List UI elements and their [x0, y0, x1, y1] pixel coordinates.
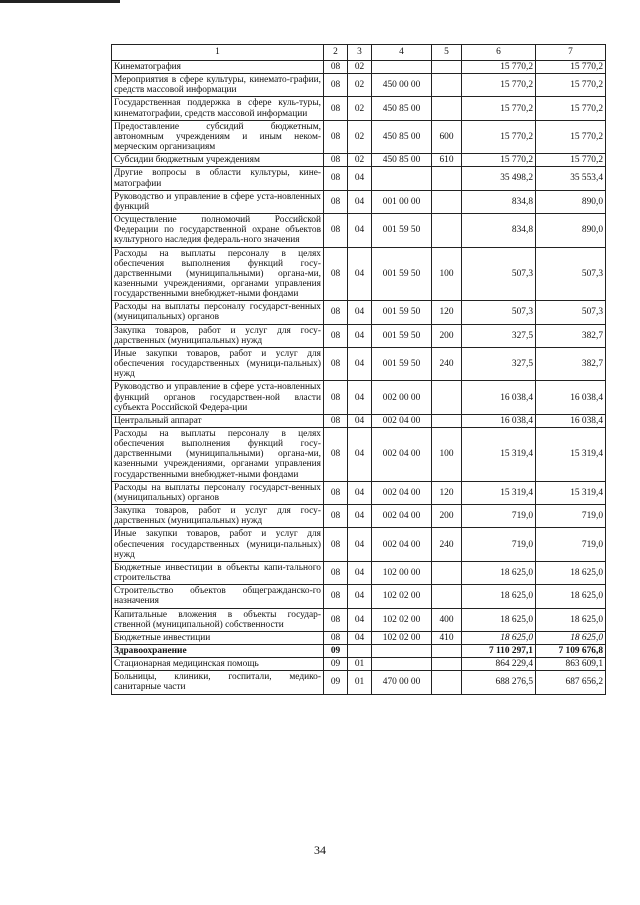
expense-type-code: [432, 167, 462, 190]
subsection-code: 04: [348, 247, 372, 301]
table-row: [112, 671, 606, 694]
amount-col-6: 834,8: [462, 190, 536, 213]
target-article-code: 001 59 50: [372, 347, 432, 380]
item-name: Стационарная медицинская помощь: [112, 658, 324, 671]
amount-col-6: 327,5: [462, 347, 536, 380]
amount-col-7: 687 656,2: [536, 671, 606, 694]
item-name: Центральный аппарат: [112, 414, 324, 427]
target-article-code: 002 00 00: [372, 381, 432, 414]
table-row: [112, 301, 606, 324]
subsection-code: 04: [348, 190, 372, 213]
expense-type-code: 240: [432, 347, 462, 380]
amount-col-6: 864 229,4: [462, 658, 536, 671]
expense-type-code: [432, 414, 462, 427]
item-name: Расходы на выплаты персоналу государст-венных (муниципальных) органов: [112, 481, 324, 504]
item-name: Государственная поддержка в сфере куль-туры, кинематографии, средств массовой информации: [112, 97, 324, 120]
table-row: [112, 528, 606, 561]
subsection-code: [348, 644, 372, 657]
target-article-code: [372, 167, 432, 190]
target-article-code: 102 02 00: [372, 585, 432, 608]
target-article-code: [372, 644, 432, 657]
subsection-code: 04: [348, 324, 372, 347]
item-name: Кинематография: [112, 61, 324, 74]
expense-type-code: [432, 97, 462, 120]
amount-col-7: 507,3: [536, 301, 606, 324]
item-name: Расходы на выплаты персоналу в целях обеспечения выполнения функций госу-дарственными (муниципальными) органа-ми, казенными учреждениями, органами управления государственными внебюджет-ными фондами: [112, 247, 324, 301]
amount-col-6: 15 319,4: [462, 428, 536, 482]
section-code: 08: [324, 167, 348, 190]
subsection-code: 04: [348, 481, 372, 504]
subsection-code: 04: [348, 505, 372, 528]
target-article-code: 002 04 00: [372, 528, 432, 561]
section-code: 09: [324, 658, 348, 671]
subsection-code: 01: [348, 671, 372, 694]
section-code: 08: [324, 481, 348, 504]
expense-type-code: [432, 561, 462, 584]
amount-col-6: 327,5: [462, 324, 536, 347]
header-col-2: 2: [324, 45, 348, 61]
amount-col-6: 15 319,4: [462, 481, 536, 504]
amount-col-7: 15 319,4: [536, 481, 606, 504]
item-name: Закупка товаров, работ и услуг для госу-дарственных (муниципальных) нужд: [112, 324, 324, 347]
amount-col-7: 16 038,4: [536, 414, 606, 427]
item-name: Руководство и управление в сфере уста-новленных функций органов государствен-ной власти субъекта Российской Федера-ции: [112, 381, 324, 414]
section-code: 08: [324, 428, 348, 482]
expense-type-code: [432, 644, 462, 657]
expense-type-code: 120: [432, 301, 462, 324]
expense-type-code: [432, 74, 462, 97]
section-code: 08: [324, 120, 348, 153]
expense-type-code: [432, 585, 462, 608]
expense-type-code: 610: [432, 154, 462, 167]
amount-col-6: 7 110 297,1: [462, 644, 536, 657]
subsection-code: 04: [348, 585, 372, 608]
table-row: [112, 74, 606, 97]
section-code: 09: [324, 671, 348, 694]
section-code: 08: [324, 381, 348, 414]
amount-col-6: 15 770,2: [462, 61, 536, 74]
item-name: Осуществление полномочий Российской Федерации по государственной охране объектов культурного наследия федераль-ного значения: [112, 214, 324, 247]
expense-type-code: 200: [432, 324, 462, 347]
amount-col-7: 863 609,1: [536, 658, 606, 671]
budget-table: [111, 44, 606, 695]
subsection-code: 04: [348, 347, 372, 380]
item-name: Мероприятия в сфере культуры, кинемато-графии, средств массовой информации: [112, 74, 324, 97]
subsection-code: 04: [348, 428, 372, 482]
table-row: [112, 428, 606, 482]
target-article-code: 102 00 00: [372, 561, 432, 584]
item-name: Бюджетные инвестиции: [112, 631, 324, 644]
amount-col-6: 18 625,0: [462, 608, 536, 631]
amount-col-7: 15 319,4: [536, 428, 606, 482]
item-name: Иные закупки товаров, работ и услуг для обеспечения государственных (муници-пальных) нужд: [112, 528, 324, 561]
amount-col-6: 834,8: [462, 214, 536, 247]
table-row: [112, 190, 606, 213]
amount-col-7: 15 770,2: [536, 61, 606, 74]
subsection-code: 01: [348, 658, 372, 671]
amount-col-7: 890,0: [536, 190, 606, 213]
table-row: [112, 61, 606, 74]
section-code: 08: [324, 190, 348, 213]
target-article-code: [372, 61, 432, 74]
item-name: Руководство и управление в сфере уста-новленных функций: [112, 190, 324, 213]
section-code: 08: [324, 97, 348, 120]
amount-col-6: 18 625,0: [462, 585, 536, 608]
amount-col-7: 719,0: [536, 505, 606, 528]
section-code: 08: [324, 324, 348, 347]
amount-col-6: 16 038,4: [462, 414, 536, 427]
expense-type-code: [432, 671, 462, 694]
header-col-4: 4: [372, 45, 432, 61]
section-code: 08: [324, 414, 348, 427]
top-rule: [0, 0, 120, 3]
amount-col-7: 7 109 676,8: [536, 644, 606, 657]
amount-col-6: 719,0: [462, 505, 536, 528]
item-name: Закупка товаров, работ и услуг для госу-дарственных (муниципальных) нужд: [112, 505, 324, 528]
amount-col-7: 890,0: [536, 214, 606, 247]
item-name: Капитальные вложения в объекты государ-ственной (муниципальной) собственности: [112, 608, 324, 631]
expense-type-code: [432, 214, 462, 247]
subsection-code: 04: [348, 414, 372, 427]
header-col-3: 3: [348, 45, 372, 61]
section-code: 08: [324, 74, 348, 97]
amount-col-7: 15 770,2: [536, 154, 606, 167]
subsection-code: 02: [348, 120, 372, 153]
table-row: [112, 167, 606, 190]
amount-col-7: 507,3: [536, 247, 606, 301]
amount-col-6: 719,0: [462, 528, 536, 561]
section-code: 08: [324, 154, 348, 167]
amount-col-6: 15 770,2: [462, 74, 536, 97]
expense-type-code: [432, 61, 462, 74]
expense-type-code: 100: [432, 247, 462, 301]
target-article-code: 001 59 50: [372, 324, 432, 347]
item-name: Расходы на выплаты персоналу в целях обеспечения выполнения функций госу-дарственными (муниципальными) органа-ми, казенными учреждениями, органами управления государственными внебюджет-ными фондами: [112, 428, 324, 482]
header-row: [112, 45, 606, 61]
section-code: 08: [324, 505, 348, 528]
section-code: 08: [324, 61, 348, 74]
section-code: 08: [324, 561, 348, 584]
table-row: [112, 505, 606, 528]
subsection-code: 04: [348, 528, 372, 561]
subsection-code: 02: [348, 154, 372, 167]
header-col-7: 7: [536, 45, 606, 61]
section-code: 08: [324, 214, 348, 247]
target-article-code: 001 59 50: [372, 301, 432, 324]
amount-col-7: 18 625,0: [536, 608, 606, 631]
target-article-code: 102 02 00: [372, 631, 432, 644]
amount-col-6: 688 276,5: [462, 671, 536, 694]
amount-col-7: 16 038,4: [536, 381, 606, 414]
amount-col-7: 15 770,2: [536, 120, 606, 153]
table-row: [112, 154, 606, 167]
expense-type-code: 400: [432, 608, 462, 631]
target-article-code: 450 85 00: [372, 97, 432, 120]
expense-type-code: 240: [432, 528, 462, 561]
table-row: [112, 324, 606, 347]
table-row: [112, 585, 606, 608]
amount-col-7: 719,0: [536, 528, 606, 561]
table-row: [112, 658, 606, 671]
table-row: [112, 631, 606, 644]
section-code: 08: [324, 528, 348, 561]
table-row: [112, 481, 606, 504]
table-row: [112, 120, 606, 153]
section-code: 08: [324, 247, 348, 301]
item-name: Расходы на выплаты персоналу государст-венных (муниципальных) органов: [112, 301, 324, 324]
subsection-code: 04: [348, 301, 372, 324]
item-name: Предоставление субсидий бюджетным, автономным учреждениям и иным неком-мерческим организациям: [112, 120, 324, 153]
amount-col-6: 507,3: [462, 247, 536, 301]
section-code: 09: [324, 644, 348, 657]
amount-col-7: 18 625,0: [536, 561, 606, 584]
amount-col-7: 382,7: [536, 324, 606, 347]
subsection-code: 04: [348, 167, 372, 190]
expense-type-code: 410: [432, 631, 462, 644]
table-row: [112, 561, 606, 584]
header-col-5: 5: [432, 45, 462, 61]
item-name: Здравоохранение: [112, 644, 324, 657]
amount-col-7: 15 770,2: [536, 74, 606, 97]
amount-col-7: 35 553,4: [536, 167, 606, 190]
amount-col-7: 18 625,0: [536, 631, 606, 644]
target-article-code: 450 85 00: [372, 120, 432, 153]
expense-type-code: [432, 658, 462, 671]
amount-col-6: 15 770,2: [462, 120, 536, 153]
amount-col-6: 15 770,2: [462, 154, 536, 167]
amount-col-6: 16 038,4: [462, 381, 536, 414]
expense-type-code: 600: [432, 120, 462, 153]
subsection-code: 04: [348, 381, 372, 414]
table-row: [112, 644, 606, 657]
amount-col-6: 18 625,0: [462, 631, 536, 644]
item-name: Строительство объектов общегражданско-го назначения: [112, 585, 324, 608]
amount-col-6: 18 625,0: [462, 561, 536, 584]
target-article-code: 001 59 50: [372, 247, 432, 301]
subsection-code: 02: [348, 61, 372, 74]
expense-type-code: 200: [432, 505, 462, 528]
expense-type-code: 100: [432, 428, 462, 482]
expense-type-code: 120: [432, 481, 462, 504]
item-name: Субсидии бюджетным учреждениям: [112, 154, 324, 167]
target-article-code: 450 00 00: [372, 74, 432, 97]
header-col-6: 6: [462, 45, 536, 61]
subsection-code: 04: [348, 561, 372, 584]
target-article-code: 002 04 00: [372, 505, 432, 528]
amount-col-7: 15 770,2: [536, 97, 606, 120]
amount-col-6: 35 498,2: [462, 167, 536, 190]
target-article-code: 102 02 00: [372, 608, 432, 631]
subsection-code: 04: [348, 631, 372, 644]
table-body: [112, 61, 606, 695]
section-code: 08: [324, 347, 348, 380]
subsection-code: 02: [348, 74, 372, 97]
item-name: Больницы, клиники, госпитали, медико-санитарные части: [112, 671, 324, 694]
subsection-code: 04: [348, 608, 372, 631]
target-article-code: 470 00 00: [372, 671, 432, 694]
subsection-code: 02: [348, 97, 372, 120]
target-article-code: 002 04 00: [372, 481, 432, 504]
target-article-code: 001 59 50: [372, 214, 432, 247]
section-code: 08: [324, 608, 348, 631]
target-article-code: 002 04 00: [372, 428, 432, 482]
table-row: [112, 347, 606, 380]
header-col-1: 1: [112, 45, 324, 61]
table-row: [112, 608, 606, 631]
section-code: 08: [324, 631, 348, 644]
amount-col-6: 15 770,2: [462, 97, 536, 120]
item-name: Иные закупки товаров, работ и услуг для обеспечения государственных (муници-пальных) нужд: [112, 347, 324, 380]
table-row: [112, 247, 606, 301]
page-number: 34: [314, 843, 326, 857]
item-name: Другие вопросы в области культуры, кине-матографии: [112, 167, 324, 190]
section-code: 08: [324, 585, 348, 608]
table-row: [112, 214, 606, 247]
item-name: Бюджетные инвестиции в объекты капи-тального строительства: [112, 561, 324, 584]
expense-type-code: [432, 190, 462, 213]
target-article-code: 001 00 00: [372, 190, 432, 213]
table-row: [112, 414, 606, 427]
target-article-code: 450 85 00: [372, 154, 432, 167]
expense-type-code: [432, 381, 462, 414]
table-row: [112, 97, 606, 120]
subsection-code: 04: [348, 214, 372, 247]
amount-col-7: 382,7: [536, 347, 606, 380]
section-code: 08: [324, 301, 348, 324]
table-row: [112, 381, 606, 414]
target-article-code: 002 04 00: [372, 414, 432, 427]
target-article-code: [372, 658, 432, 671]
amount-col-6: 507,3: [462, 301, 536, 324]
amount-col-7: 18 625,0: [536, 585, 606, 608]
